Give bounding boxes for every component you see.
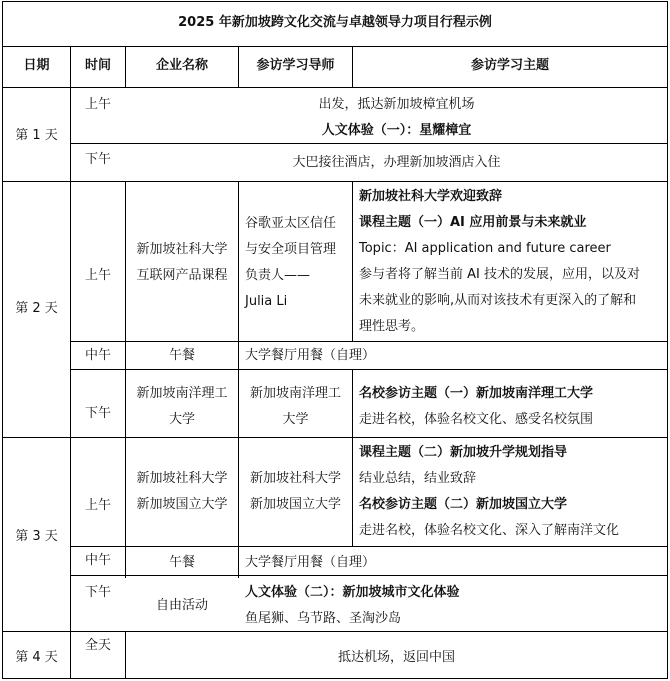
time-cell: 下午 (84, 152, 111, 167)
company-cell: 午餐 (168, 348, 195, 363)
header-day: 日期 (23, 58, 50, 73)
time-cell: 上午 (84, 97, 111, 112)
company-cell: 自由活动 (155, 598, 208, 613)
header-company: 企业名称 (155, 58, 208, 73)
topic-cell: 名校参访主题（一）新加坡南洋理工大学 走进名校，体验名校文化、感受名校氛围 (359, 386, 594, 427)
topic-cell: 新加坡社科大学欢迎致辞 课程主题（一）AI 应用前景与未来就业 Topic：AI application and future career 参与者将了解当前 AI 技术的发展，应用，以及对 未来就业的影响,从而对该技术有更深入的了解和 理性思考。 (359, 189, 640, 334)
header-time: 时间 (84, 58, 111, 73)
topic-cell: 大学餐厅用餐（自理） (245, 555, 376, 570)
day-label: 第 3 天 (15, 529, 58, 544)
time-cell: 全天 (84, 638, 111, 653)
header-mentor: 参访学习导师 (256, 58, 335, 73)
topic-cell: 大学餐厅用餐（自理） (245, 348, 376, 363)
header-topic: 参访学习主题 (470, 58, 549, 73)
mentor-cell: 谷歌亚太区信任 与安全项目管理 负责人—— Julia Li (245, 216, 337, 309)
time-cell: 上午 (84, 268, 111, 283)
topic-cell: 人文体验（二）：新加坡城市文化体验 鱼尾狮、乌节路、圣淘沙岛 (245, 585, 460, 626)
company-cell: 新加坡南洋理工 大学 (136, 386, 228, 427)
day-label: 第 1 天 (15, 128, 58, 143)
table-title: 2025 年新加坡跨文化交流与卓越领导力项目行程示例 (178, 15, 492, 30)
topic-cell: 课程主题（二）新加坡升学规划指导 结业总结，结业致辞 名校参访主题（二）新加坡国立大学 走进名校，体验名校文化、深入了解南洋文化 (359, 445, 620, 538)
company-cell: 新加坡社科大学 互联网产品课程 (136, 242, 228, 283)
time-cell: 上午 (84, 498, 111, 513)
day-label: 第 2 天 (15, 301, 58, 316)
time-cell: 下午 (84, 585, 111, 600)
time-cell: 下午 (84, 406, 111, 421)
company-cell: 午餐 (168, 555, 195, 570)
mentor-cell: 新加坡南洋理工 大学 (249, 386, 341, 427)
day-label: 第 4 天 (15, 650, 58, 665)
company-cell: 新加坡社科大学 新加坡国立大学 (136, 471, 228, 512)
activity-text: 大巴接往酒店，办理新加坡酒店入住 (292, 155, 501, 170)
activity-text: 抵达机场，返回中国 (337, 650, 455, 665)
activity-text: 出发，抵达新加坡樟宜机场 人文体验（一）：星耀樟宜 (318, 97, 475, 138)
mentor-cell: 新加坡社科大学 新加坡国立大学 (249, 471, 341, 512)
time-cell: 中午 (84, 553, 111, 568)
time-cell: 中午 (84, 348, 111, 363)
